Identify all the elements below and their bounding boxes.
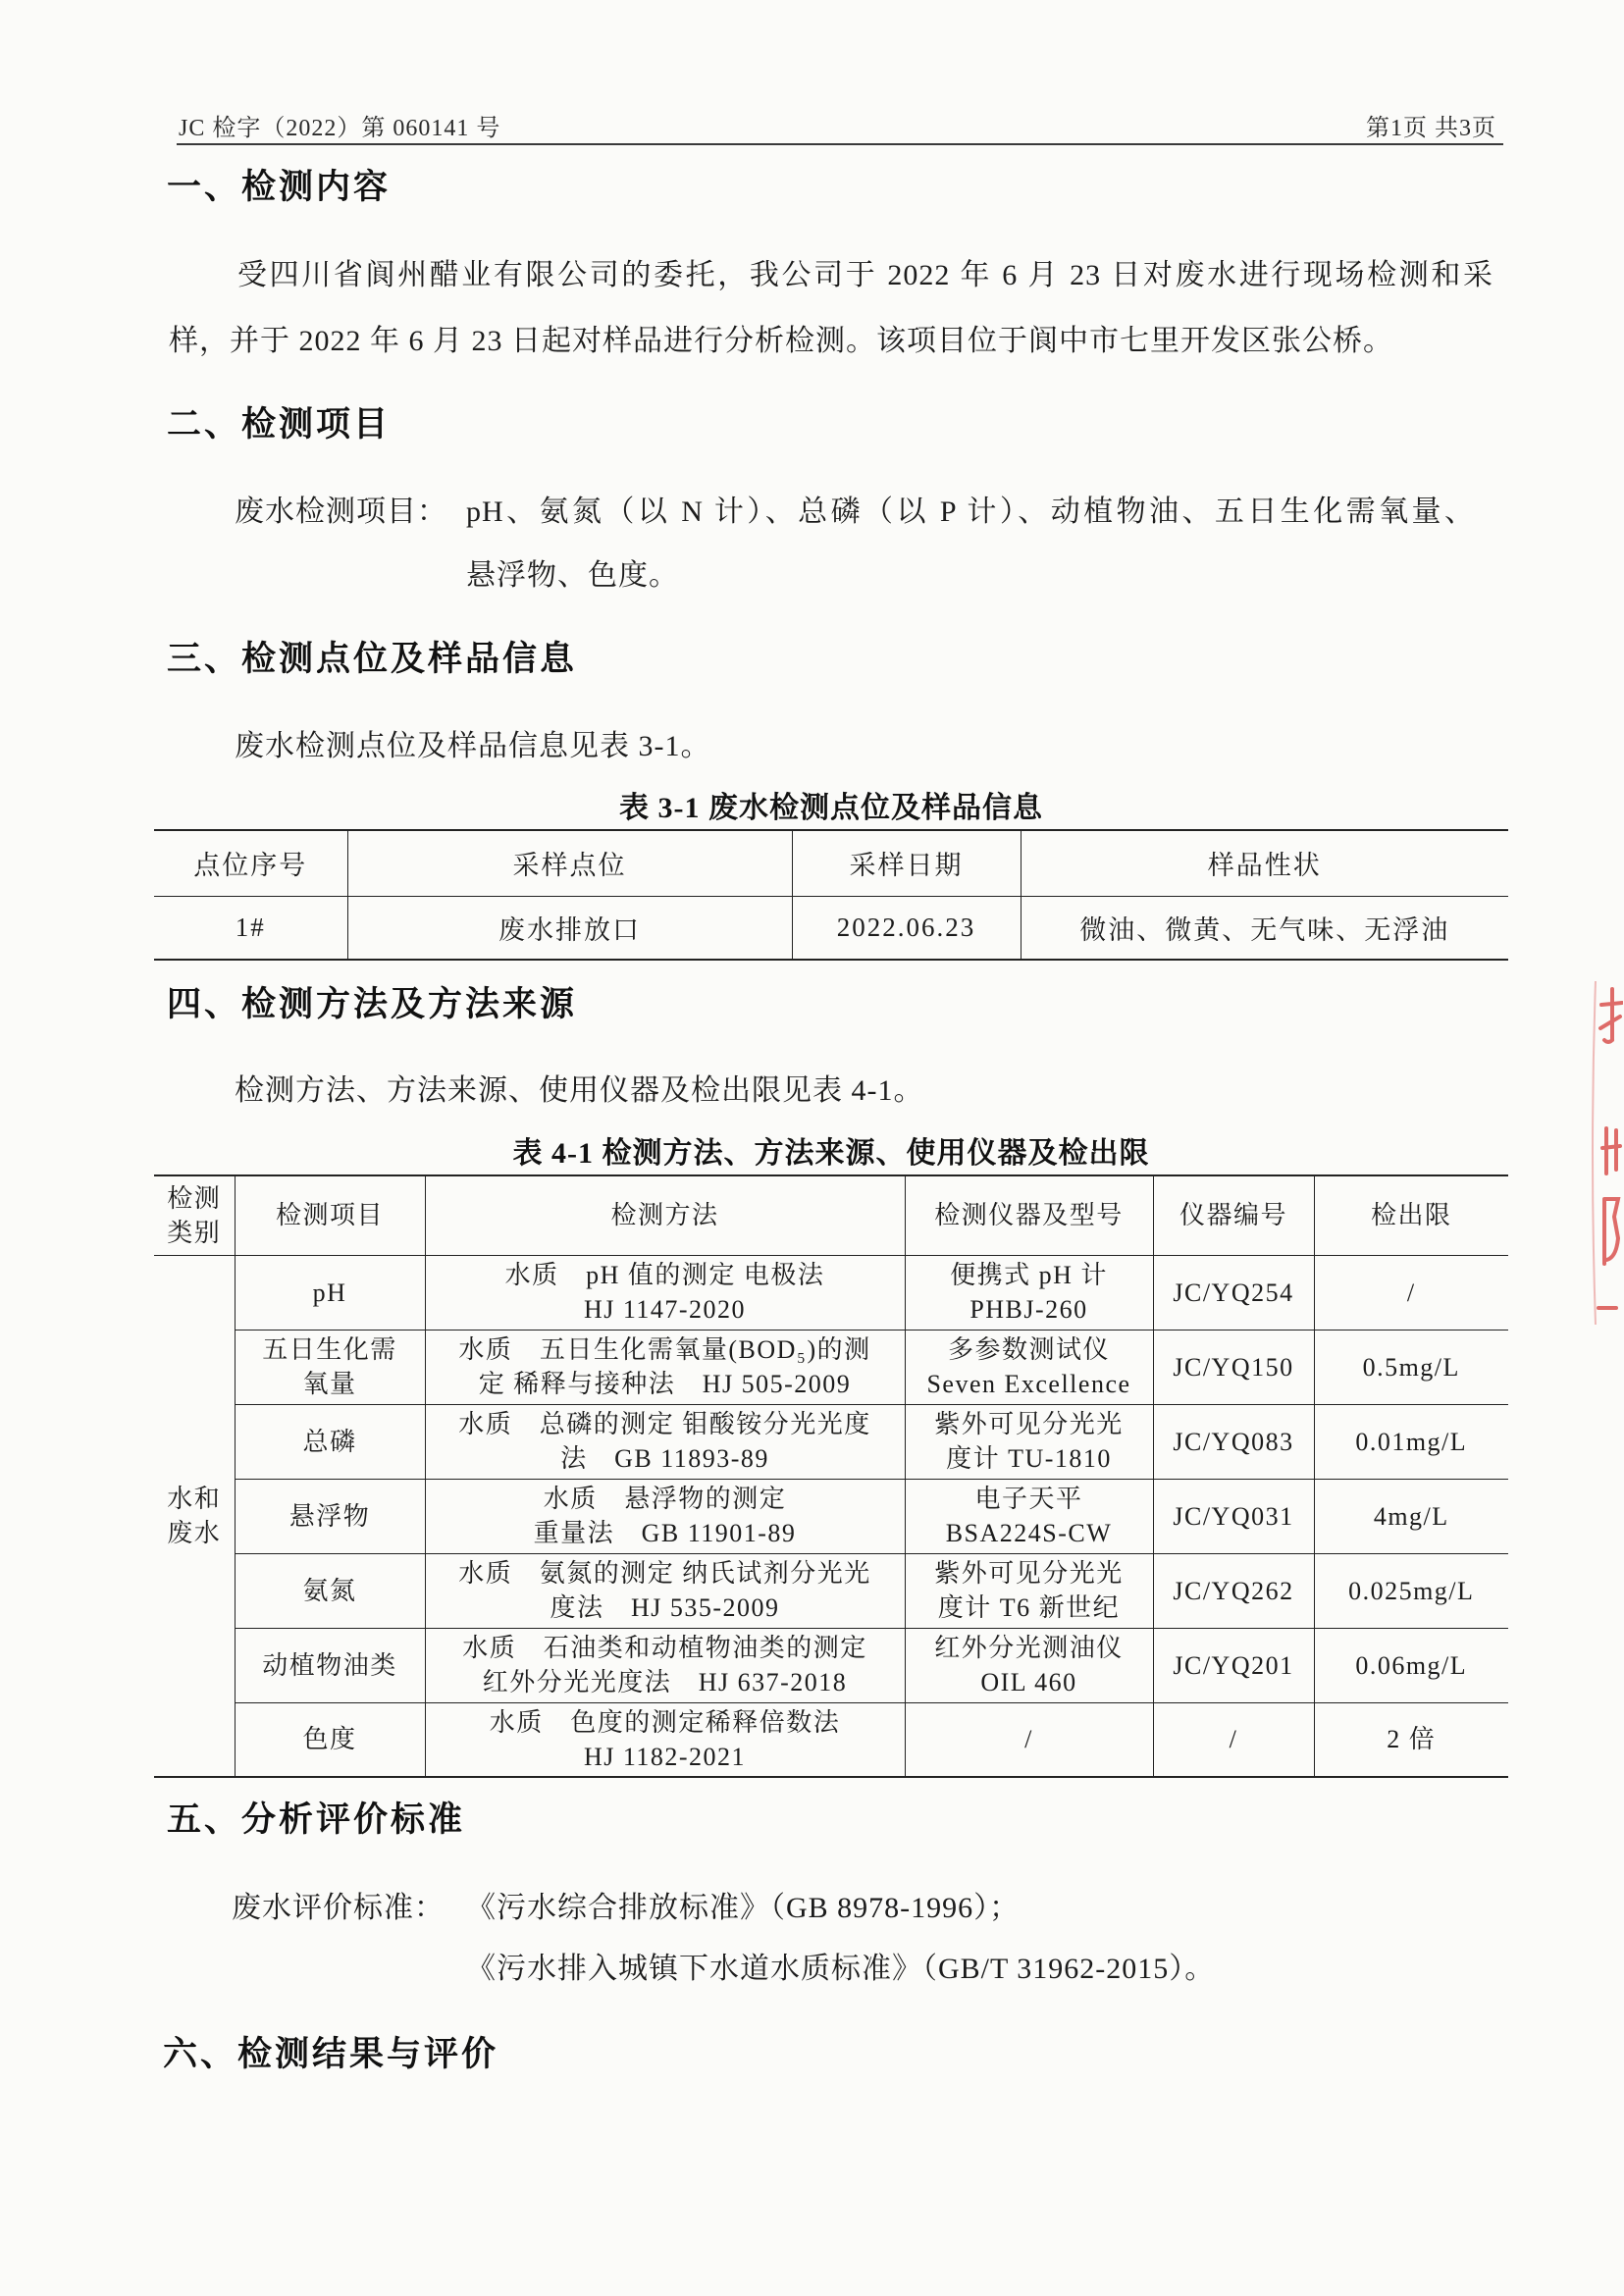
detection-limit-cell: 0.5mg/L bbox=[1314, 1330, 1508, 1404]
instrument-no-cell: / bbox=[1153, 1702, 1314, 1777]
table-row bbox=[154, 1479, 1508, 1553]
column-header-sample-state: 样品性状 bbox=[1021, 830, 1508, 896]
instrument-line: Seven Excellence bbox=[926, 1370, 1131, 1398]
table-row bbox=[154, 1702, 1508, 1777]
standard-line-2: 《污水排入城镇下水道水质标准》（GB/T 31962-2015）。 bbox=[466, 1953, 1216, 1985]
item-line: 氧量 bbox=[302, 1370, 357, 1398]
instrument-line: PHBJ-260 bbox=[969, 1295, 1088, 1324]
method-table bbox=[154, 1174, 1508, 1778]
method-line: 红外分光光度法 HJ 637-2018 bbox=[482, 1668, 848, 1696]
instrument-cell bbox=[905, 1553, 1153, 1628]
instrument-line: 便携式 pH 计 bbox=[950, 1261, 1108, 1289]
instrument-line: 紫外可见分光光 bbox=[934, 1559, 1124, 1588]
item-line: 五日生化需 bbox=[262, 1335, 397, 1364]
method-line: HJ 1147-2020 bbox=[583, 1295, 747, 1324]
item-cell: 动植物油类 bbox=[235, 1628, 425, 1702]
item-cell: 氨氮 bbox=[235, 1553, 425, 1628]
sampling-date-cell: 2022.06.23 bbox=[792, 896, 1021, 960]
instrument-cell bbox=[905, 1404, 1153, 1479]
method-line: 水质 悬浮物的测定 bbox=[543, 1485, 787, 1513]
table-header-row bbox=[154, 1175, 1508, 1255]
method-line: HJ 1182-2021 bbox=[583, 1742, 747, 1771]
seal-stroke bbox=[1604, 1199, 1618, 1264]
method-line: 重量法 GB 11901-89 bbox=[533, 1519, 797, 1547]
sampling-point-cell: 废水排放口 bbox=[347, 896, 792, 960]
section-3-text: 废水检测点位及样品信息见表 3-1。 bbox=[235, 730, 711, 762]
table-row bbox=[154, 1330, 1508, 1404]
table-row bbox=[154, 1553, 1508, 1628]
method-line: 水质 石油类和动植物油类的测定 bbox=[462, 1634, 867, 1662]
column-header-method: 检测方法 bbox=[425, 1175, 905, 1255]
column-header-sampling-date: 采样日期 bbox=[792, 830, 1021, 896]
category-cell bbox=[154, 1255, 235, 1777]
instrument-cell bbox=[905, 1628, 1153, 1702]
section-5-title: 五、分析评价标准 bbox=[167, 1800, 466, 1840]
instrument-line: 多参数测试仪 bbox=[947, 1335, 1110, 1364]
section-6-title: 六、检测结果与评价 bbox=[163, 2035, 499, 2074]
detection-limit-cell: 0.01mg/L bbox=[1314, 1404, 1508, 1479]
test-items-label: 废水检测项目： bbox=[235, 496, 447, 528]
instrument-no-cell: JC/YQ083 bbox=[1153, 1404, 1314, 1479]
test-items-line-1: pH、氨氮（以 N 计）、总磷（以 P 计）、动植物油、五日生化需氧量、 bbox=[466, 496, 1475, 528]
instrument-line: 紫外可见分光光 bbox=[934, 1410, 1124, 1438]
method-cell bbox=[425, 1404, 905, 1479]
instrument-line: 红外分光测油仪 bbox=[934, 1634, 1124, 1662]
instrument-cell bbox=[905, 1479, 1153, 1553]
section-1-title: 一、检测内容 bbox=[167, 168, 392, 207]
column-header-category bbox=[154, 1175, 235, 1255]
report-number: JC 检字（2022）第 060141 号 bbox=[179, 116, 501, 141]
method-cell bbox=[425, 1553, 905, 1628]
instrument-no-cell: JC/YQ150 bbox=[1153, 1330, 1314, 1404]
detection-limit-cell: / bbox=[1314, 1255, 1508, 1330]
instrument-cell bbox=[905, 1330, 1153, 1404]
method-line: 法 GB 11893-89 bbox=[560, 1444, 769, 1473]
table-row bbox=[154, 1628, 1508, 1702]
table-row bbox=[154, 1404, 1508, 1479]
instrument-no-cell: JC/YQ201 bbox=[1153, 1628, 1314, 1702]
section-1-line-2: 样，并于 2022 年 6 月 23 日起对样品进行分析检测。该项目位于阆中市七里开发区张公桥。 bbox=[169, 325, 1393, 357]
item-cell bbox=[235, 1330, 425, 1404]
instrument-no-cell: JC/YQ254 bbox=[1153, 1255, 1314, 1330]
sample-state-cell: 微油、微黄、无气味、无浮油 bbox=[1021, 896, 1508, 960]
header-rule bbox=[177, 143, 1503, 145]
method-cell bbox=[425, 1702, 905, 1777]
instrument-line: 度计 TU-1810 bbox=[946, 1444, 1112, 1473]
method-cell bbox=[425, 1479, 905, 1553]
column-header-detection-limit: 检出限 bbox=[1314, 1175, 1508, 1255]
section-2-title: 二、检测项目 bbox=[167, 405, 392, 444]
seal-stroke bbox=[1602, 1128, 1620, 1174]
method-line: 水质 pH 值的测定 电极法 bbox=[504, 1261, 825, 1289]
instrument-line: 电子天平 bbox=[974, 1485, 1083, 1513]
instrument-no-cell: JC/YQ262 bbox=[1153, 1553, 1314, 1628]
header-line: 检测 bbox=[167, 1183, 222, 1213]
method-line: 度法 HJ 535-2009 bbox=[550, 1593, 780, 1622]
point-no-cell: 1# bbox=[154, 896, 347, 960]
method-line: 定 稀释与接种法 HJ 505-2009 bbox=[478, 1370, 852, 1398]
section-3-title: 三、检测点位及样品信息 bbox=[167, 640, 578, 679]
category-line: 废水 bbox=[167, 1518, 222, 1547]
category-line: 水和 bbox=[167, 1484, 222, 1513]
seal-ring bbox=[1593, 981, 1596, 1325]
item-cell: 色度 bbox=[235, 1702, 425, 1777]
item-cell: 悬浮物 bbox=[235, 1479, 425, 1553]
standard-line-1: 《污水综合排放标准》（GB 8978-1996）； bbox=[466, 1892, 1021, 1924]
column-header-instrument-no: 仪器编号 bbox=[1153, 1175, 1314, 1255]
seal-stroke bbox=[1600, 989, 1622, 1042]
instrument-line: 度计 T6 新世纪 bbox=[937, 1593, 1121, 1622]
column-header-instrument: 检测仪器及型号 bbox=[905, 1175, 1153, 1255]
column-header-point-no: 点位序号 bbox=[154, 830, 347, 896]
detection-limit-cell: 0.06mg/L bbox=[1314, 1628, 1508, 1702]
instrument-line: OIL 460 bbox=[980, 1668, 1077, 1696]
section-1-line-1: 受四川省阆州醋业有限公司的委托，我公司于 2022 年 6 月 23 日对废水进行现场检测和采 bbox=[237, 259, 1493, 291]
method-line: 水质 五日生化需氧量(BOD₅)的测 bbox=[458, 1335, 871, 1364]
method-cell bbox=[425, 1255, 905, 1330]
table-header-row bbox=[154, 830, 1508, 896]
sampling-info-table bbox=[154, 829, 1508, 961]
method-line: 水质 氨氮的测定 纳氏试剂分光光 bbox=[458, 1559, 871, 1588]
column-header-sampling-point: 采样点位 bbox=[347, 830, 792, 896]
method-line: 水质 总磷的测定 钼酸铵分光光度 bbox=[458, 1410, 871, 1438]
table-4-1-caption: 表 4-1 检测方法、方法来源、使用仪器及检出限 bbox=[512, 1137, 1150, 1170]
detection-limit-cell: 2 倍 bbox=[1314, 1702, 1508, 1777]
instrument-line: BSA224S-CW bbox=[945, 1519, 1113, 1547]
detection-limit-cell: 4mg/L bbox=[1314, 1479, 1508, 1553]
page-indicator: 第1页 共3页 bbox=[1366, 116, 1496, 141]
method-cell bbox=[425, 1628, 905, 1702]
seal-fragment bbox=[1587, 981, 1623, 1325]
instrument-cell bbox=[905, 1255, 1153, 1330]
test-items-line-2: 悬浮物、色度。 bbox=[466, 559, 679, 592]
method-line: 水质 色度的测定稀释倍数法 bbox=[489, 1707, 841, 1737]
item-cell: pH bbox=[235, 1255, 425, 1330]
column-header-item: 检测项目 bbox=[235, 1175, 425, 1255]
instrument-no-cell: JC/YQ031 bbox=[1153, 1479, 1314, 1553]
table-row bbox=[154, 1255, 1508, 1330]
section-4-title: 四、检测方法及方法来源 bbox=[167, 985, 578, 1024]
standard-label: 废水评价标准： bbox=[232, 1892, 445, 1924]
header-line: 类别 bbox=[167, 1218, 222, 1247]
instrument-cell: / bbox=[905, 1702, 1153, 1777]
table-3-1-caption: 表 3-1 废水检测点位及样品信息 bbox=[619, 792, 1043, 824]
section-4-text: 检测方法、方法来源、使用仪器及检出限见表 4-1。 bbox=[235, 1074, 924, 1107]
table-row bbox=[154, 896, 1508, 960]
item-cell: 总磷 bbox=[235, 1404, 425, 1479]
method-cell bbox=[425, 1330, 905, 1404]
detection-limit-cell: 0.025mg/L bbox=[1314, 1553, 1508, 1628]
